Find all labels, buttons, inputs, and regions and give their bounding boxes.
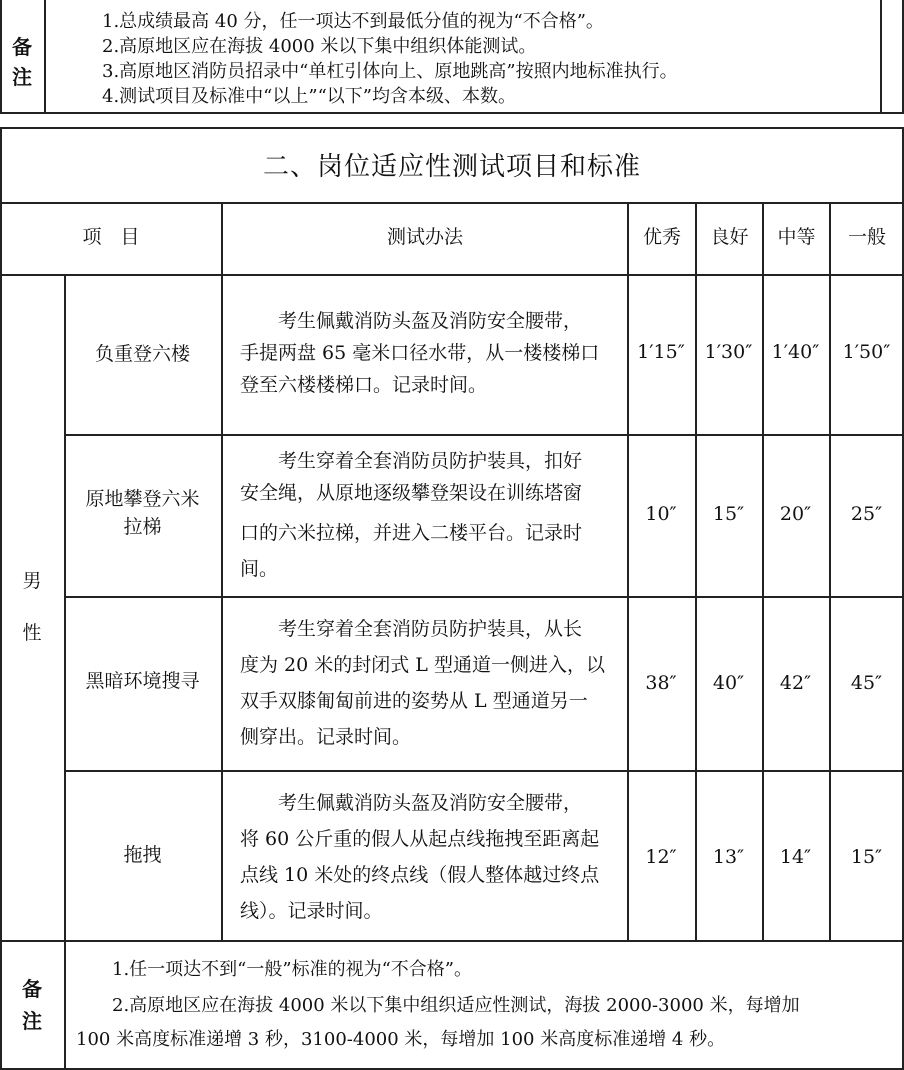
row-divider	[64, 770, 904, 772]
row-good: 1′30″	[704, 341, 753, 363]
row-general: 45″	[850, 672, 883, 694]
row-excellent: 10″	[645, 503, 677, 525]
bottom-note-label-2: 注	[22, 1009, 42, 1033]
row-method-line: 考生佩戴消防头盔及消防安全腰带，	[240, 310, 583, 332]
header-excellent: 优秀	[642, 226, 681, 248]
row-method-line: 度为 20 米的封闭式 L 型通道一侧进入，以	[240, 654, 605, 676]
row-good: 15″	[712, 503, 745, 525]
top-note-label-1: 备	[12, 35, 32, 59]
row-divider	[64, 596, 904, 598]
standards-table	[0, 127, 904, 1070]
row-method-line: 考生佩戴消防头盔及消防安全腰带，	[240, 792, 583, 814]
gender-col-divider	[64, 274, 66, 940]
row-divider	[64, 434, 904, 436]
row-medium: 42″	[779, 672, 812, 694]
row-general: 1′50″	[842, 341, 891, 363]
top-note-line: 3.高原地区消防员招录中“单杠引体向上、原地跳高”按照内地标准执行。	[102, 61, 678, 82]
row-good: 13″	[712, 846, 745, 868]
header-divider	[0, 274, 904, 276]
row-method-line: 将 60 公斤重的假人从起点线拖拽至距离起	[240, 828, 600, 850]
header-good: 良好	[710, 226, 749, 248]
row-method-line: 侧穿出。记录时间。	[240, 726, 412, 748]
row-method-line: 口的六米拉梯，并进入二楼平台。记录时	[240, 522, 583, 544]
row-general: 25″	[850, 503, 883, 525]
bottom-note-line: 1.任一项达不到“一般”标准的视为“不合格”。	[76, 959, 472, 980]
row-medium: 1′40″	[771, 341, 820, 363]
row-medium: 20″	[779, 503, 812, 525]
row-excellent: 1′15″	[637, 341, 685, 363]
gender-label-2: 性	[22, 622, 42, 644]
row-good: 40″	[712, 672, 745, 694]
row-item-name: 黑暗环境搜寻	[85, 670, 200, 692]
row-item-name: 拉梯	[123, 516, 162, 538]
row-excellent: 38″	[645, 672, 677, 694]
row-item-name: 负重登六楼	[94, 343, 190, 365]
top-note-right-border	[880, 0, 882, 114]
gender-label-1: 男	[22, 570, 42, 592]
item-col-divider	[221, 202, 223, 940]
header-general: 一般	[847, 226, 886, 248]
row-method-line: 安全绳，从原地逐级攀登架设在训练塔窗	[240, 482, 583, 504]
header-medium: 中等	[777, 226, 816, 248]
top-note-line: 2.高原地区应在海拔 4000 米以下集中组织体能测试。	[102, 36, 537, 57]
top-note-line: 4.测试项目及标准中“以上”“以下”均含本级、本数。	[102, 86, 516, 107]
row-item-name: 拖拽	[123, 844, 162, 866]
row-item-name: 原地攀登六米	[85, 488, 200, 510]
good-col-divider	[762, 202, 764, 940]
header-method: 测试办法	[386, 226, 463, 248]
row-method-line: 考生穿着全套消防员防护装具，从长	[240, 618, 583, 640]
medium-col-divider	[829, 202, 831, 940]
row-excellent: 12″	[645, 846, 677, 868]
top-note-line: 1.总成绩最高 40 分，任一项达不到最低分值的视为“不合格”。	[102, 11, 604, 32]
top-note-divider	[44, 0, 46, 114]
top-note-label-2: 注	[12, 65, 32, 89]
bottom-note-label-1: 备	[22, 977, 42, 1001]
row-medium: 14″	[779, 846, 812, 868]
excellent-col-divider	[695, 202, 697, 940]
row-method-line: 双手双膝匍匐前进的姿势从 L 型通道另一	[240, 690, 588, 712]
row-method-line: 间。	[240, 558, 279, 580]
row-method-line: 手提两盘 65 毫米口径水带，从一楼楼梯口	[240, 342, 600, 364]
row-method-line: 登至六楼楼梯口。记录时间。	[240, 374, 488, 396]
bottom-note-line: 100 米高度标准递增 3 秒，3100-4000 米，每增加 100 米高度标准递增 4 秒。	[76, 1029, 726, 1050]
row-method-line: 点线 10 米处的终点线（假人整体越过终点	[240, 864, 600, 886]
row-general: 15″	[850, 846, 883, 868]
note-divider	[0, 940, 904, 942]
header-item: 项 目	[82, 226, 140, 248]
method-col-divider	[627, 202, 629, 940]
bottom-note-divider	[64, 940, 66, 1070]
bottom-note-line: 2.高原地区应在海拔 4000 米以下集中组织适应性测试，海拔 2000-3000 米，每增加	[76, 995, 800, 1016]
row-method-line: 线）。记录时间。	[240, 900, 383, 922]
title-divider	[0, 202, 904, 204]
row-method-line: 考生穿着全套消防员防护装具，扣好	[240, 450, 583, 472]
table-title: 二、岗位适应性测试项目和标准	[262, 152, 641, 182]
